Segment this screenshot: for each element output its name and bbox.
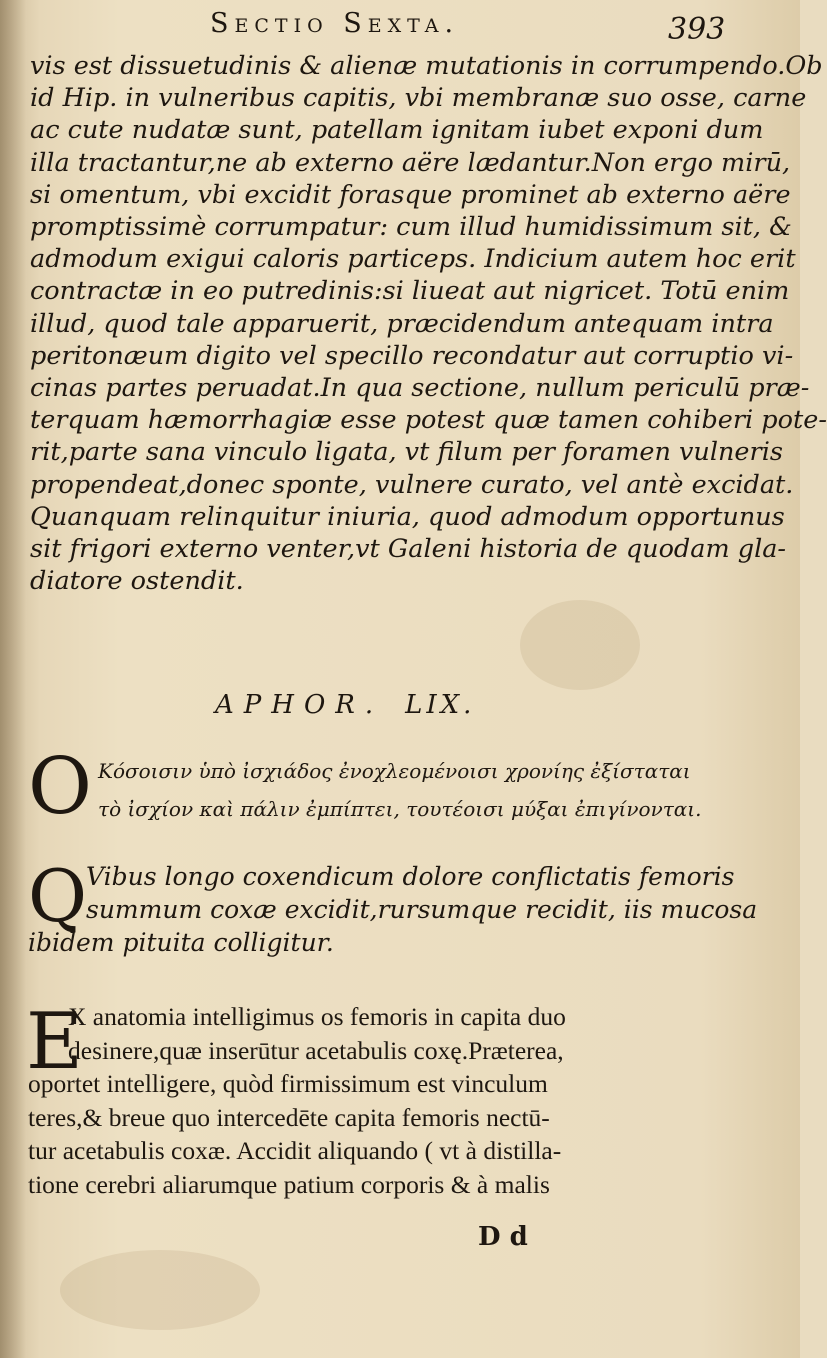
page-number: 393 bbox=[668, 12, 726, 47]
text-line: diatore ostendit. bbox=[30, 566, 244, 597]
latin-line: ibidem pituita colligitur. bbox=[28, 928, 334, 957]
text-line: vis est dissuetudinis & alienæ mutationis in corrumpendo.Ob bbox=[30, 51, 823, 81]
text-line: rit,parte sana vinculo ligata, vt filum per foramen vulneris bbox=[30, 437, 783, 468]
latin-aphorism bbox=[28, 854, 758, 959]
greek-drop-initial: O bbox=[28, 742, 92, 832]
paper-stain bbox=[60, 1250, 260, 1330]
text-line: si omentum, vbi excidit forasque prominet ab externo aëre bbox=[30, 179, 791, 210]
paper-stain bbox=[520, 600, 640, 690]
text-line: admodum exigui caloris particeps. Indicium autem hoc erit bbox=[30, 244, 796, 275]
latin-drop-initial: Q bbox=[28, 854, 88, 938]
gutter-shadow bbox=[0, 0, 26, 1358]
text-line: illud, quod tale apparuerit, præcidendum antequam intra bbox=[30, 308, 774, 339]
text-line: desinere,quæ inserūtur acetabulis coxę.Præterea, bbox=[68, 1035, 564, 1065]
aphorism-number: LIX. bbox=[405, 690, 476, 720]
signature-mark: D d bbox=[478, 1222, 528, 1252]
aphorism-label: APHOR. bbox=[215, 690, 384, 720]
greek-line: τὸ ἰσχίον καὶ πάλιν ἐμπίπτει, τουτέοισι μύξαι ἐπιγίνονται. bbox=[98, 797, 702, 821]
text-line: sit frigori externo venter,vt Galeni historia de quodam gla- bbox=[30, 534, 787, 565]
text-line: cinas partes peruadat.In qua sectione, nullum periculū præ- bbox=[30, 373, 810, 404]
exposition-drop-initial: E bbox=[26, 997, 83, 1087]
text-line: peritonæum digito vel specillo recondatur aut corruptio vi- bbox=[30, 340, 794, 371]
exposition-text bbox=[26, 997, 708, 1201]
latin-line: summum coxæ excidit,rursumque recidit, iis mucosa bbox=[86, 895, 758, 924]
running-head: Sectio Sexta. bbox=[210, 8, 460, 39]
text-line: teres,& breue quo intercedēte capita femoris nectū- bbox=[28, 1102, 550, 1132]
aphorism-heading bbox=[215, 690, 475, 720]
text-line: oportet intelligere, quòd firmissimum est vinculum bbox=[28, 1069, 548, 1098]
text-line: tione cerebri aliarumque patium corporis & à malis bbox=[28, 1169, 550, 1199]
greek-line: Κόσοισιν ὑπὸ ἰσχιάδος ἐνοχλεομένοισι χρονίης ἐξίσταται bbox=[98, 759, 691, 783]
text-line: X anatomia intelligimus os femoris in capita duo bbox=[68, 1002, 566, 1031]
text-line: illa tractantur,ne ab externo aëre lædantur.Non ergo mirū, bbox=[30, 147, 791, 178]
text-line: contractæ in eo putredinis:si liueat aut nigricet. Totū enim bbox=[30, 276, 790, 307]
text-line: ac cute nudatæ sunt, patellam ignitam iubet exponi dum bbox=[30, 115, 764, 146]
text-line: terquam hæmorrhagiæ esse potest quæ tamen cohiberi pote- bbox=[30, 405, 827, 436]
text-line: propendeat,donec sponte, vulnere curato, vel antè excidat. bbox=[30, 469, 794, 500]
text-line: Quanquam relinquitur iniuria, quod admodum opportunus bbox=[30, 501, 785, 532]
text-line: promptissimè corrumpatur: cum illud humidissimum sit, & bbox=[30, 212, 792, 243]
commentary-text bbox=[30, 50, 827, 597]
greek-aphorism bbox=[98, 752, 708, 828]
text-line: tur acetabulis coxæ. Accidit aliquando ( vt à distilla- bbox=[28, 1136, 562, 1165]
text-line: id Hip. in vulneribus capitis, vbi membranæ suo osse, carne bbox=[30, 83, 807, 114]
latin-line: Vibus longo coxendicum dolore conflictatis femoris bbox=[86, 862, 735, 891]
